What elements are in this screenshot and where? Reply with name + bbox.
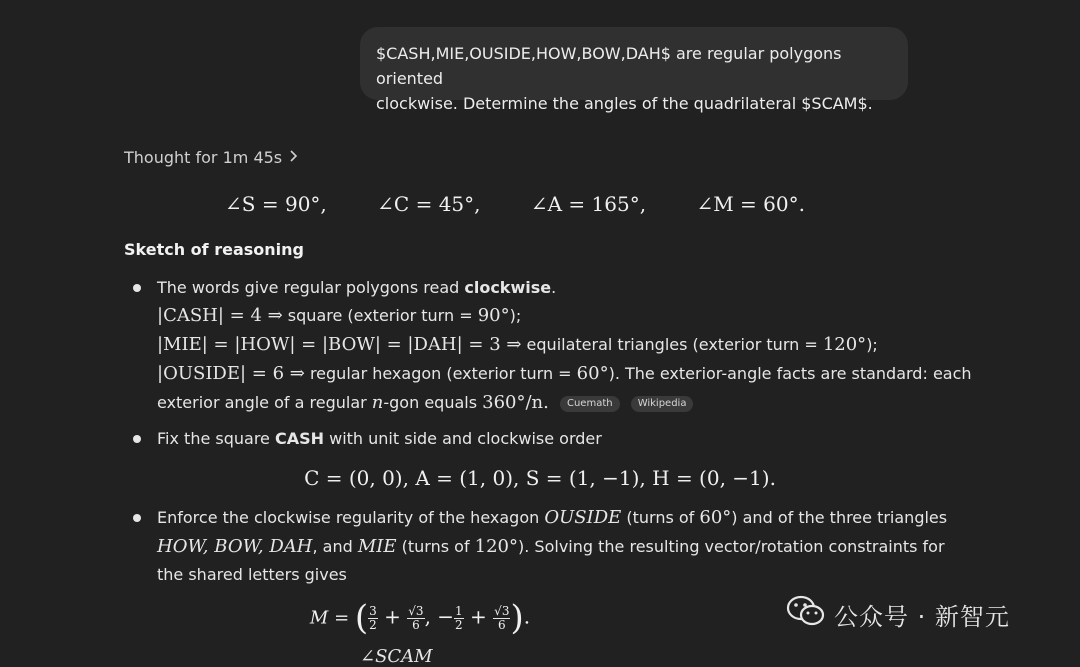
bullet1-line5: exterior angle of a regular n-gon equals 360°/n. Cuemath Wikipedia xyxy=(157,389,693,417)
user-message-line: $CASH,MIE,OUSIDE,HOW,BOW,DAH$ are regular polygons oriented xyxy=(376,44,842,88)
answer-angles xyxy=(0,192,1030,216)
bullet-dot xyxy=(133,514,141,522)
watermark-text: 公众号 · 新智元 xyxy=(834,602,1010,631)
bullet-dot xyxy=(133,284,141,292)
square-coordinates-equation: C = (0, 0), A = (1, 0), S = (1, −1), H = (0, −1). xyxy=(304,466,776,490)
angle-a: ∠A = 165°, xyxy=(530,192,647,216)
chevron-right-icon xyxy=(288,150,298,166)
section-heading: Sketch of reasoning xyxy=(124,240,304,259)
cutoff-equation: ∠SCAM xyxy=(360,646,433,667)
citation-chip-cuemath[interactable]: Cuemath xyxy=(560,396,620,412)
thought-toggle[interactable] xyxy=(124,148,298,167)
user-message-bubble xyxy=(360,27,908,113)
bullet1-line3: |MIE| = |HOW| = |BOW| = |DAH| = 3 ⇒ equilateral triangles (exterior turn = 120°); xyxy=(157,334,878,355)
wechat-icon xyxy=(786,594,826,634)
bullet1-line4: |OUSIDE| = 6 ⇒ regular hexagon (exterior turn = 60°). The exterior-angle facts are standard: each xyxy=(157,363,972,384)
watermark xyxy=(786,594,1010,634)
bullet1-line1: The words give regular polygons read clockwise. xyxy=(157,278,557,297)
bullet3-line3: the shared letters gives xyxy=(157,565,347,584)
angle-s: ∠S = 90°, xyxy=(225,192,327,216)
bullet3-line1: Enforce the clockwise regularity of the hexagon OUSIDE (turns of 60°) and of the three triangles xyxy=(157,507,948,528)
thought-label: Thought for 1m 45s xyxy=(124,148,283,167)
bullet-dot xyxy=(133,435,141,443)
bullet2-line1: Fix the square CASH with unit side and clockwise order xyxy=(157,429,602,448)
citation-chip-wikipedia[interactable]: Wikipedia xyxy=(631,396,694,412)
angle-c: ∠C = 45°, xyxy=(377,192,481,216)
m-coordinate-equation: M = ( $\frac{3}{2}$ + $\frac{√3}{6}$ , − $\frac{1}{2}$ + $\frac{√3}{6}$ ). xyxy=(309,598,531,638)
angle-m: ∠M = 60°. xyxy=(696,192,805,216)
user-message-line: clockwise. Determine the angles of the quadrilateral $SCAM$. xyxy=(376,94,873,113)
bullet3-line2: HOW, BOW, DAH, and MIE (turns of 120°). Solving the resulting vector/rotation constraints for xyxy=(157,536,945,557)
bullet1-line2: |CASH| = 4 ⇒ square (exterior turn = 90°); xyxy=(157,305,522,326)
